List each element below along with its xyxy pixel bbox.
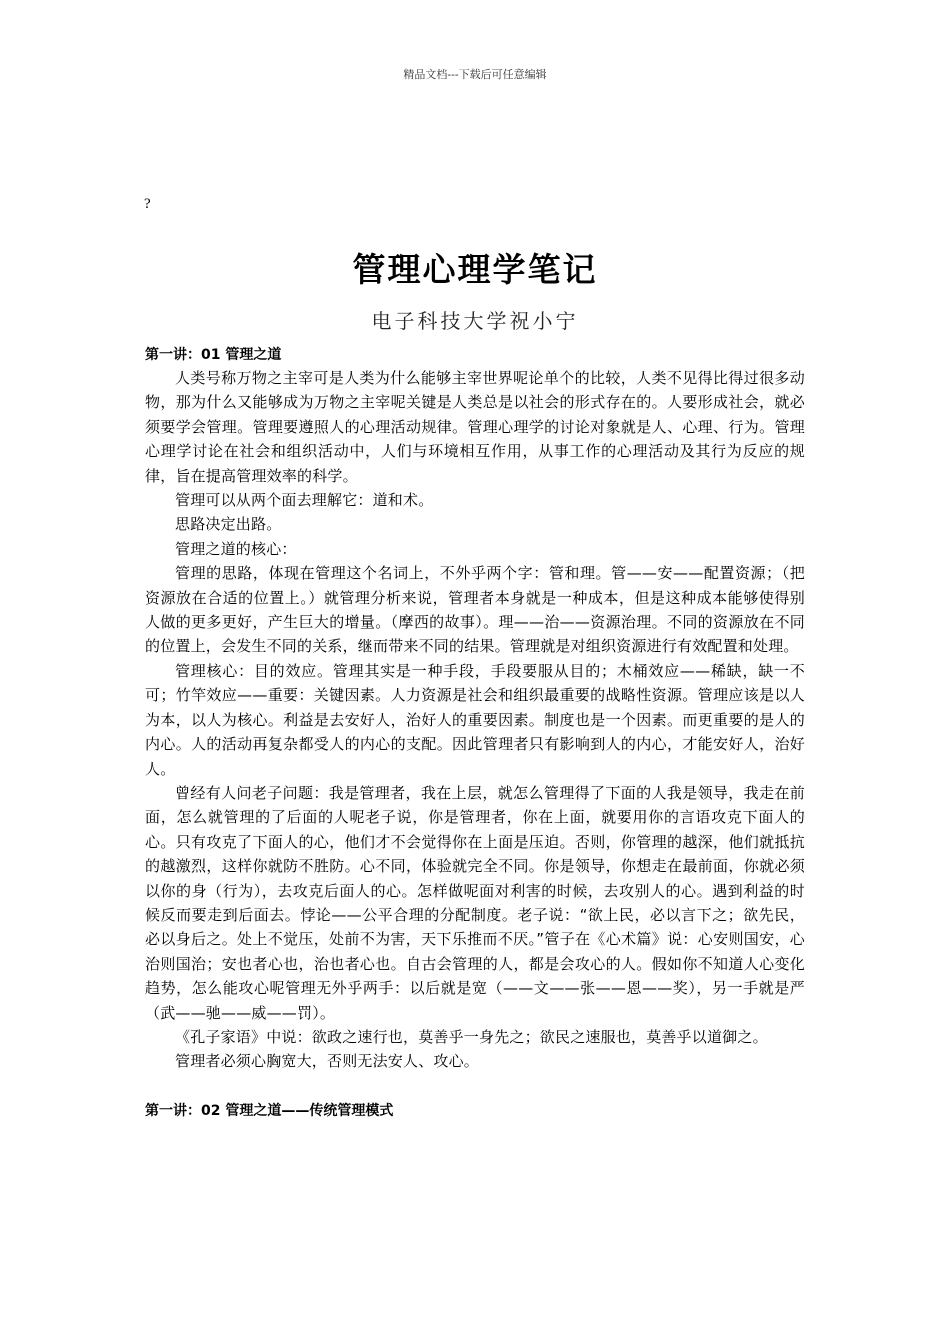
paragraph: 管理可以从两个面去理解它：道和术。: [175, 491, 434, 510]
document-subtitle: 电子科技大学祝小宁: [371, 309, 579, 333]
paragraph: 管理核心：目的效应。管理其实是一种手段，手段要服从目的；木桶效应——稀缺，缺一不可；竹竿效应——重要：关键因素。人力资源是社会和组织最重要的战略性资源。管理应该是以人为本，以人为核心。利益是去安好人，治好人的重要因素。制度也是一个因素。而更重要的是人的内心。人的活动再复杂都受人的内心的支配。因此管理者只有影响到人的内心，才能安好人，治好人。: [145, 661, 805, 778]
page-header-note: 精品文档---下载后可任意编辑: [403, 68, 547, 81]
paragraph: 曾经有人问老子问题：我是管理者，我在上层，就怎么管理得了下面的人我是领导，我走在前面，怎么就管理的了后面的人呢老子说，你是管理者，你在上面，就要用你的言语攻克下面人的心。只有攻克了下面人的心，他们才不会觉得你在上面是压迫。否则，你管理的越深，他们就抵抗的越激烈，这样你就防不胜防。心不同，体验就完全不同。你是领导，你想走在最前面，你就必须以你的身（行为），去攻克后面人的心。怎样做呢面对利害的时候，去攻别人的心。遇到利益的时候反而要走到后面去。悖论——公平合理的分配制度。老子说：“欲上民，必以言下之；欲先民，必以身后之。处上不觉压，处前不为害，天下乐推而不厌。”管子在《心术篇》说：心安则国安，心治则国治；安也者心也，治也者心也。自古会管理的人，都是会攻心的人。假如你不知道人心变化趋势，怎么能攻心呢管理无外乎两手：以后就是宽（——文——张——恩——奖），另一手就是严（武——驰——威——罚）。: [145, 783, 805, 1022]
section-heading: 第一讲：01 管理之道: [145, 347, 282, 363]
document-title: 管理心理学笔记: [352, 250, 598, 289]
paragraph: 管理者必须心胸宽大，否则无法安人、攻心。: [175, 1052, 480, 1071]
paragraph: 《孔子家语》中说：欲政之速行也，莫善乎一身先之；欲民之速服也，莫善乎以道御之。: [175, 1027, 768, 1046]
paragraph: 管理的思路，体现在管理这个名词上，不外乎两个字：管和理。管——安——配置资源；（把资源放在合适的位置上。）就管理分析来说，管理者本身就是一种成本，但是这种成本能够使得别人做的更多更好，产生巨大的增量。（摩西的故事）。理——治——资源治理。不同的资源放在不同的位置上，会发生不同的关系，继而带来不同的结果。管理就是对组织资源进行有效配置和处理。: [145, 564, 805, 656]
document-body: [145, 344, 805, 1122]
paragraph: 管理之道的核心：: [175, 539, 297, 558]
paragraph: 人类号称万物之主宰可是人类为什么能够主宰世界呢论单个的比较，人类不见得比得过很多动物，那为什么又能够成为万物之主宰呢关键是人类总是以社会的形式存在的。人要形成社会，就必须要学会管理。管理要遵照人的心理活动规律。管理心理学的讨论对象就是人、心理、行为。管理心理学讨论在社会和组织活动中，人们与环境相互作用，从事工作的心理活动及其行为反应的规律，旨在提高管理效率的科学。: [145, 369, 805, 485]
stray-question-mark: ?: [144, 196, 151, 212]
section-heading: 第一讲：02 管理之道——传统管理模式: [145, 1102, 394, 1119]
paragraph: 思路决定出路。: [175, 515, 282, 534]
